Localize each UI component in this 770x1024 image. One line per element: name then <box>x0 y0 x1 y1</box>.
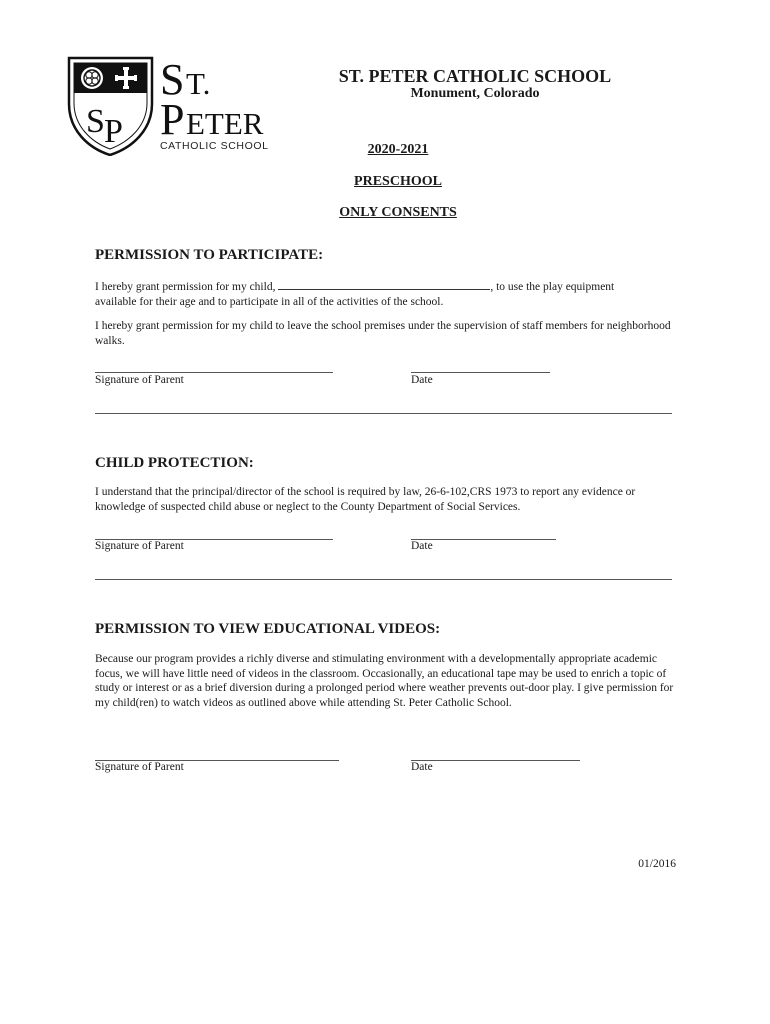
section-divider-1 <box>95 413 672 414</box>
videos-paragraph: Because our program provides a richly diverse and stimulating environment with a developmentally appropriate academic focus, we will have little need of videos in the classroom. Occasionally, an educational tape may be used to enrich a topic of study or interest or as a brief diversion during a prolonged period where weather prevents out-door play. I give permission for my child(ren) to watch videos as outlined above while attending St. Peter Catholic School. <box>95 653 674 709</box>
section-heading-videos: PERMISSION TO VIEW EDUCATIONAL VIDEOS: <box>95 621 441 637</box>
child-name-field[interactable] <box>278 279 490 290</box>
svg-text:P: P <box>104 113 123 150</box>
date-label-2: Date <box>411 540 433 552</box>
form-title: ONLY CONSENTS <box>339 205 457 220</box>
signature-label-3: Signature of Parent <box>95 761 184 773</box>
date-field-1[interactable] <box>411 372 550 373</box>
participate-text-line2: available for their age and to participate in all of the activities of the school. <box>95 295 444 308</box>
section-heading-participate: PERMISSION TO PARTICIPATE: <box>95 247 324 263</box>
shield-icon <box>69 58 152 155</box>
date-label-1: Date <box>411 374 433 386</box>
svg-text:ETER: ETER <box>186 106 264 141</box>
date-label-3: Date <box>411 761 433 773</box>
parent-signature-field-1[interactable] <box>95 372 333 373</box>
date-field-3[interactable] <box>411 760 580 761</box>
svg-text:T.: T. <box>186 66 211 101</box>
school-name: ST. PETER CATHOLIC SCHOOL <box>338 66 612 86</box>
form-revision-code: 01/2016 <box>638 858 676 870</box>
section-divider-2 <box>95 579 672 580</box>
svg-text:P: P <box>160 95 185 144</box>
participate-paragraph <box>95 279 685 309</box>
date-field-2[interactable] <box>411 539 556 540</box>
school-location: Monument, Colorado <box>410 86 540 101</box>
signature-label-2: Signature of Parent <box>95 540 184 552</box>
participate-text-end: , to use the play equipment <box>490 281 615 293</box>
walks-paragraph: I hereby grant permission for my child to leave the school premises under the supervision of staff members for neighborhood walks. <box>95 320 671 347</box>
svg-text:S: S <box>86 103 105 140</box>
program-title: PRESCHOOL <box>354 174 442 189</box>
participate-text-start: I hereby grant permission for my child, <box>95 281 279 293</box>
logo-subtitle: CATHOLIC SCHOOL <box>160 140 269 152</box>
child-protection-paragraph: I understand that the principal/director of the school is required by law, 26-6-102,CRS 1973 to report any evidence or knowledge of suspected child abuse or neglect to the County Department of Social Services. <box>95 486 636 513</box>
svg-text:S: S <box>160 56 185 104</box>
section-heading-child-protection: CHILD PROTECTION: <box>95 455 254 471</box>
signature-label-1: Signature of Parent <box>95 374 184 386</box>
school-year: 2020-2021 <box>367 142 429 157</box>
